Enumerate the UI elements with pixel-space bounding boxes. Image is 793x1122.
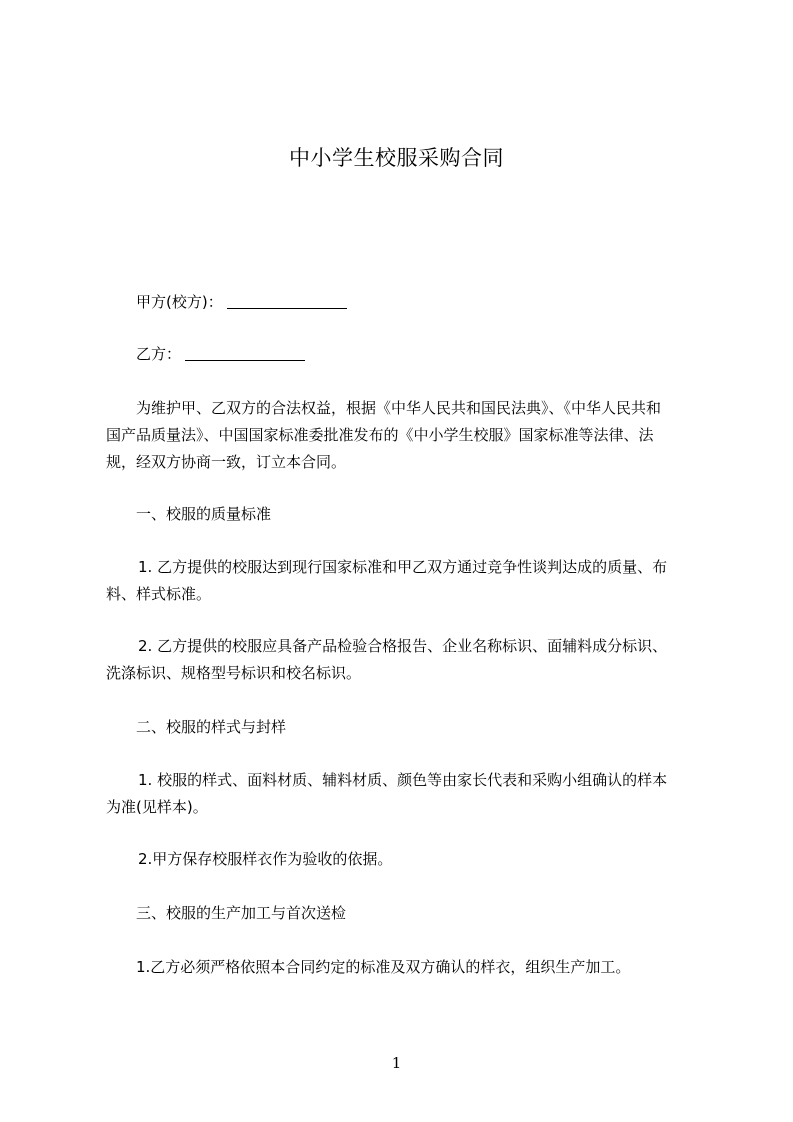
page-number: 1 (391, 1054, 402, 1072)
party-a-line (136, 288, 347, 316)
party-a-blank (227, 292, 347, 309)
intro-line-2: 国产品质量法》、中国国家标准委批准发布的《中小学生校服》国家标准等法律、法 (106, 426, 654, 444)
section-2-item-2: 2.甲方保存校服样衣作为验收的依据。 (138, 850, 393, 868)
section-2-item-1-line-1: 1. 校服的样式、面料材质、辅料材质、颜色等由家长代表和采购小组确认的样本 (138, 771, 668, 789)
section-3-heading: 三、校服的生产加工与首次送检 (136, 904, 347, 922)
section-1-item-1-line-2: 料、样式标准。 (106, 585, 212, 603)
section-2-item-1-line-2: 为准(见样本)。 (106, 798, 208, 816)
party-b-label: 乙方： (136, 345, 182, 363)
document-title: 中小学生校服采购合同 (289, 146, 504, 170)
party-b-line (136, 340, 305, 368)
section-1-item-2-line-1: 2. 乙方提供的校服应具备产品检验合格报告、企业名称标识、面辅料成分标识、 (138, 637, 668, 655)
intro-line-3: 规，经双方协商一致，订立本合同。 (106, 453, 347, 471)
section-1-item-2-line-2: 洗涤标识、规格型号标识和校名标识。 (106, 664, 362, 682)
intro-line-1: 为维护甲、乙双方的合法权益，根据《中华人民共和国民法典》、《中华人民共和 (136, 399, 662, 417)
section-2-heading: 二、校服的样式与封样 (136, 718, 287, 736)
section-1-heading: 一、校服的质量标准 (136, 505, 272, 523)
party-b-blank (185, 344, 305, 361)
section-3-item-1: 1.乙方必须严格依照本合同约定的标准及双方确认的样衣，组织生产加工。 (136, 958, 631, 976)
party-a-label: 甲方(校方)： (136, 293, 223, 311)
section-1-item-1-line-1: 1. 乙方提供的校服达到现行国家标准和甲乙双方通过竞争性谈判达成的质量、布 (138, 558, 668, 576)
